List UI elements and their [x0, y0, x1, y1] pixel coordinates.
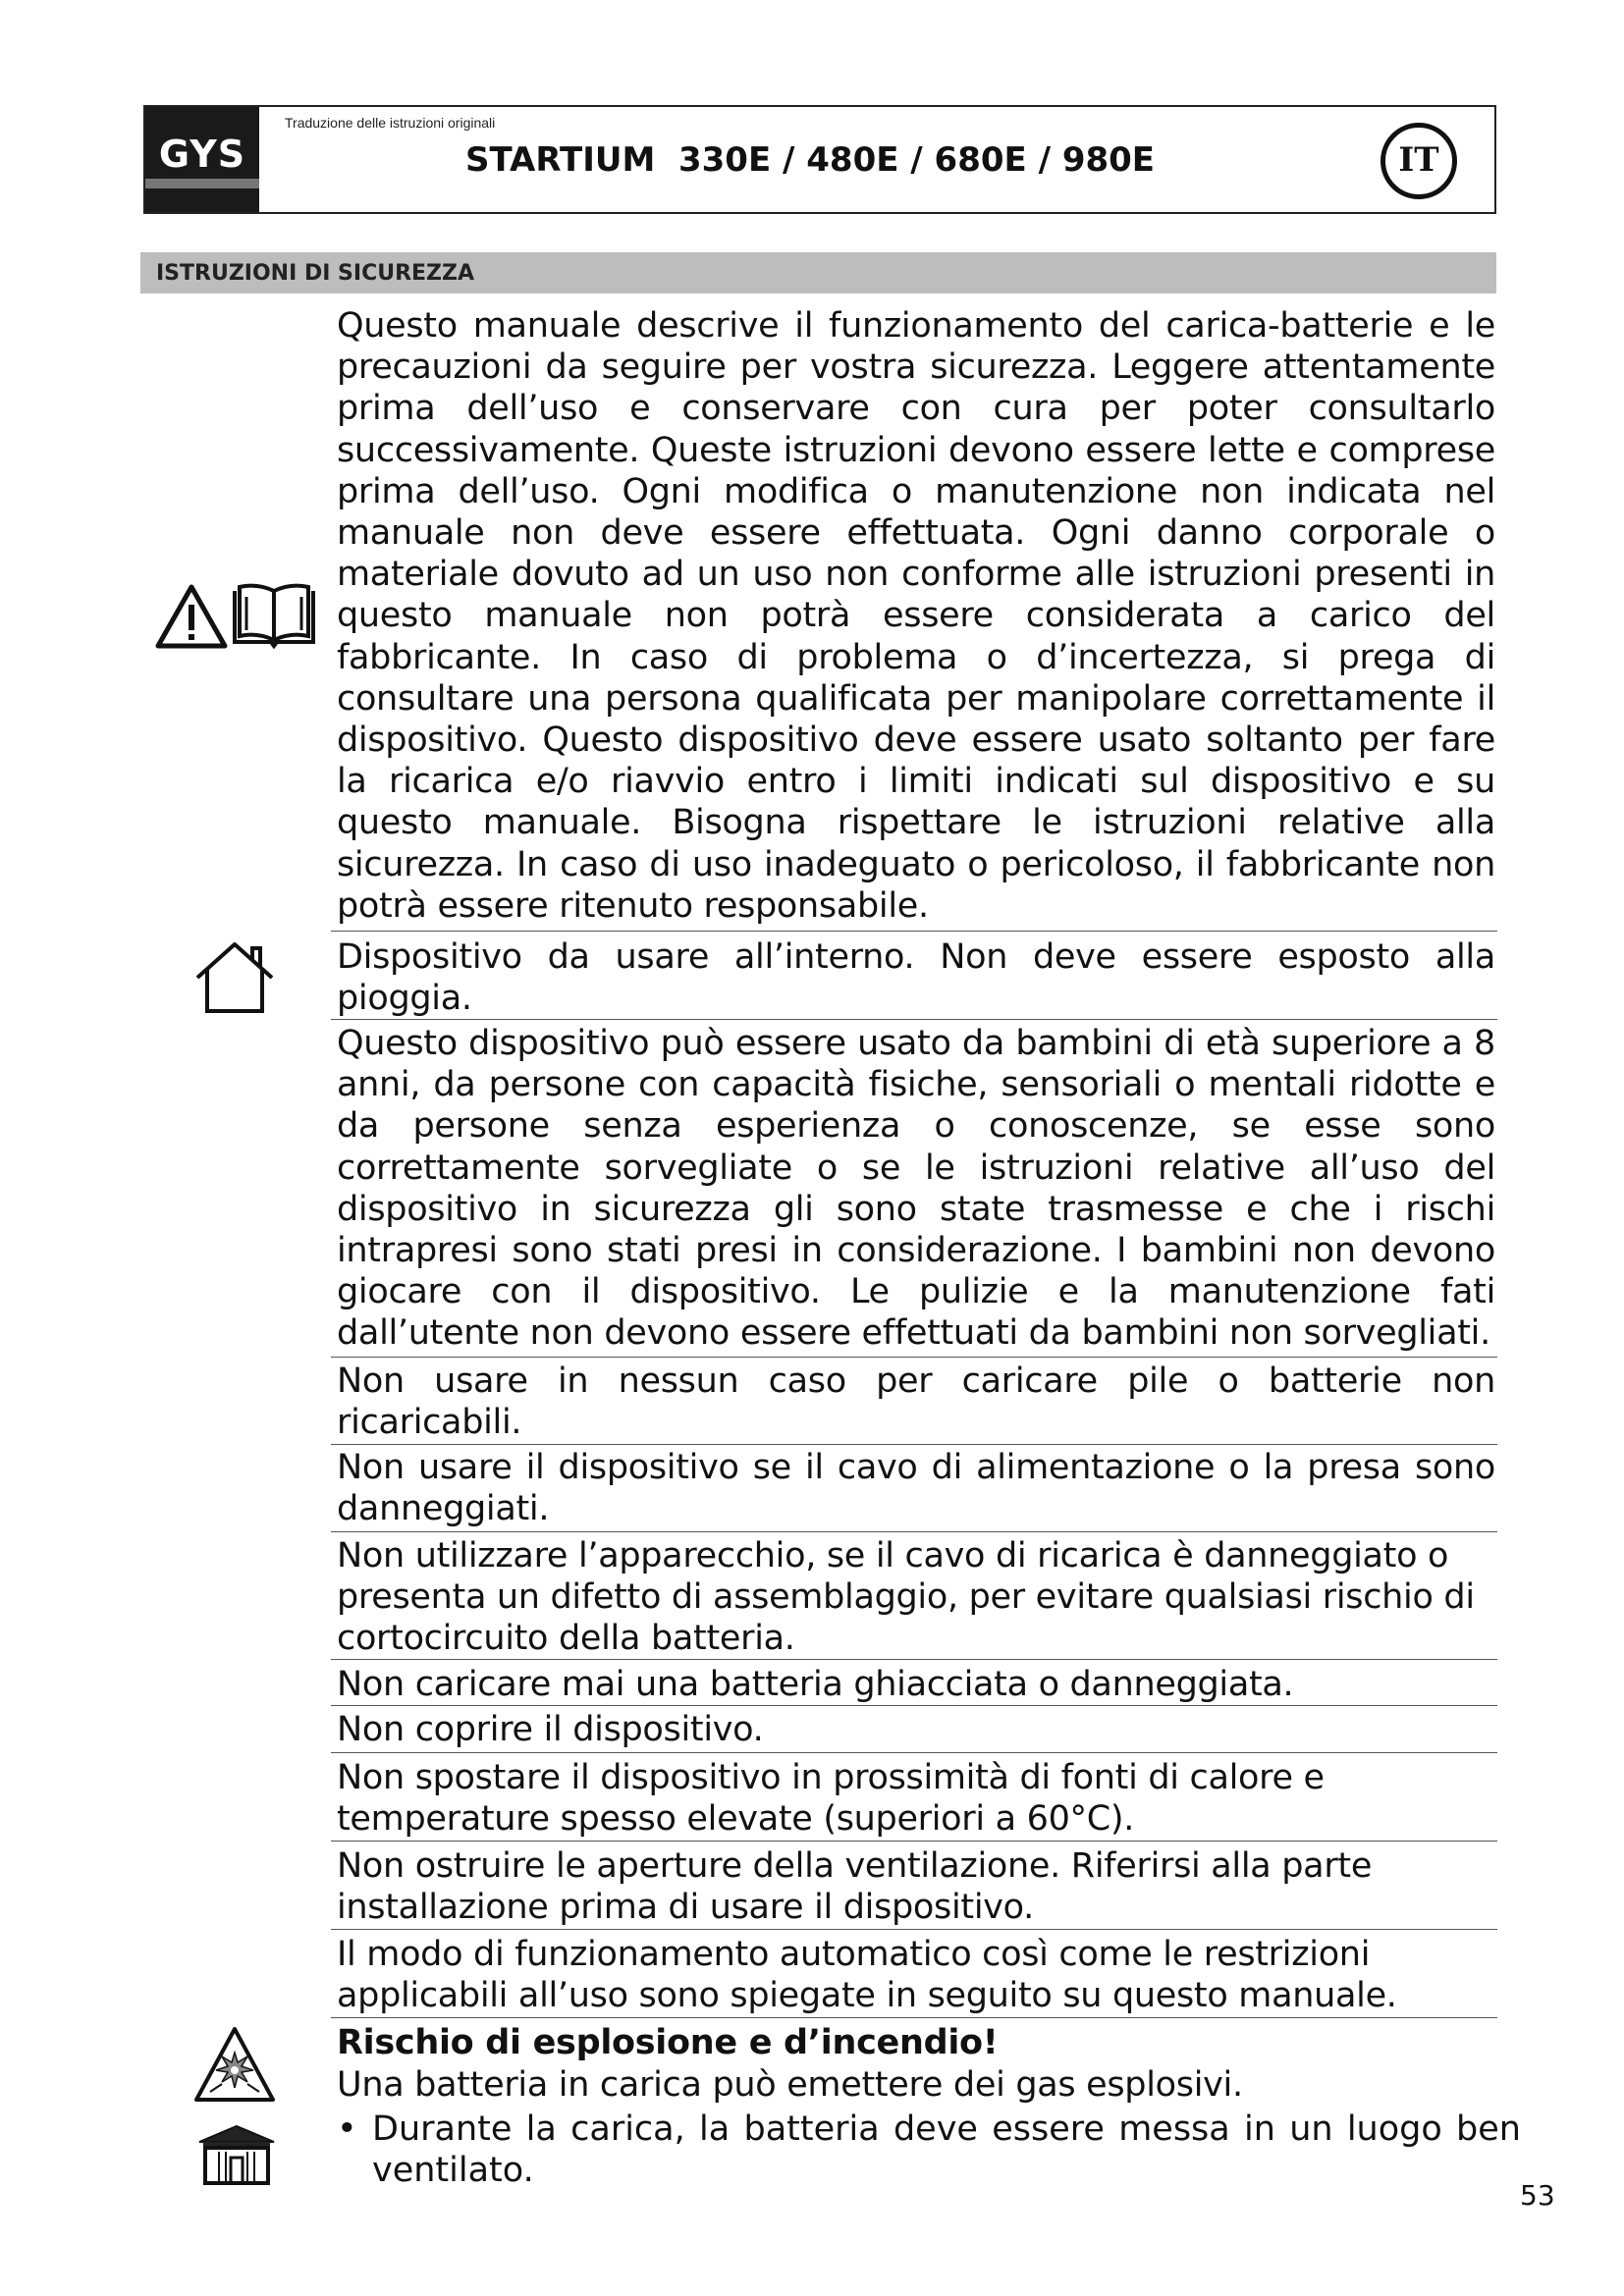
ventilated-room-icon	[195, 2122, 278, 2187]
divider	[331, 1659, 1497, 1660]
heat-sources-paragraph: Non spostare il dispositivo in prossimità di fonti di calore e temperature spesso elevate (superiori a 60°C).	[337, 1758, 1325, 1840]
non-rechargeable-paragraph: Non usare in nessun caso per caricare pile o batterie non ricaricabili.	[337, 1362, 1495, 1443]
divider	[331, 1444, 1497, 1445]
divider	[331, 1531, 1497, 1532]
frozen-battery-paragraph: Non caricare mai una batteria ghiacciata o danneggiata.	[337, 1665, 1294, 1704]
gys-logo	[145, 107, 259, 212]
bullet-symbol: •	[337, 2109, 357, 2149]
section-bar	[140, 252, 1496, 294]
bullet-text: Durante la carica, la batteria deve essere messa in un luogo ben ventilato.	[372, 2109, 1521, 2191]
logo-text: GYS	[158, 133, 246, 176]
indoor-house-icon	[193, 940, 276, 1015]
section-title: ISTRUZIONI DI SICUREZZA	[156, 261, 474, 286]
product-title: STARTIUM 330E / 480E / 680E / 980E	[465, 140, 1156, 180]
charging-cable-paragraph: Non utilizzare l’apparecchio, se il cavo di ricarica è danneggiato o presenta un difetto di assemblaggio, per evitare qualsiasi rischio di cortocircuito della batteria.	[337, 1536, 1475, 1659]
logo-band	[145, 179, 259, 188]
explosion-text: Una batteria in carica può emettere dei gas esplosivi.	[337, 2065, 1243, 2105]
children-paragraph: Questo dispositivo può essere usato da bambini di età superiore a 8 anni, da persone con capacità fisiche, sensoriali o mentali ridotte e da persone senza esperienza o conoscenze, se esse sono correttamente sorvegliate o se le istruzioni relative all’uso del dispositivo in sicurezza gli sono state trasmesse e che i rischi intrapresi sono stati presi in considerazione. I bambini non devono giocare con il dispositivo. Le pulizie e la manutenzione fati dall’utente non devono essere effettuati da bambini non sorvegliati.	[337, 1024, 1495, 1354]
do-not-cover-paragraph: Non coprire il dispositivo.	[337, 1710, 764, 1749]
divider	[331, 1841, 1497, 1842]
damaged-cable-paragraph: Non usare il dispositivo se il cavo di alimentazione o la presa sono danneggiati.	[337, 1448, 1495, 1529]
explosion-heading: Rischio di esplosione e d’incendio!	[337, 2023, 999, 2062]
explosion-warning-icon	[192, 2025, 277, 2104]
page-number: 53	[1520, 2179, 1555, 2212]
divider	[331, 1752, 1497, 1753]
divider	[331, 1357, 1497, 1358]
header-subtitle: Traduzione delle istruzioni originali	[285, 115, 496, 131]
automatic-mode-paragraph: Il modo di funzionamento automatico così come le restrizioni applicabili all’uso sono spiegate in seguito su questo manuale.	[337, 1935, 1397, 2016]
divider	[331, 1705, 1497, 1706]
ventilation-paragraph: Non ostruire le aperture della ventilazione. Riferirsi alla parte installazione prima di usare il dispositivo.	[337, 1846, 1373, 1928]
divider	[331, 2017, 1497, 2018]
divider	[331, 931, 1497, 932]
intro-paragraph: Questo manuale descrive il funzionamento del carica-batterie e le precauzioni da seguire per vostra sicurezza. Leggere attentamente prima dell’uso e conservare con cura per poter consultarlo successivamente. Queste istruzioni devono essere lette e comprese prima dell’uso. Ogni modifica o manutenzione non indicata nel manuale non deve essere effettuata. Ogni danno corporale o materiale dovuto ad un uso non conforme alle istruzioni presenti in questo manuale non potrà essere considerata a carico del fabbricante. In caso di problema o d’incertezza, si prega di consultare una persona qualificata per manipolare correttamente il dispositivo. Questo dispositivo deve essere usato soltanto per fare la ricarica e/o riavvio entro i limiti indicati sul dispositivo e su questo manuale. Bisogna rispettare le istruzioni relative alla sicurezza. In caso di uso inadeguato o pericoloso, il fabbricante non potrà essere ritenuto responsabile.	[337, 306, 1495, 926]
indoor-use-paragraph: Dispositivo da usare all’interno. Non deve essere esposto alla pioggia.	[337, 937, 1495, 1019]
manual-book-icon	[230, 583, 318, 650]
divider	[331, 1929, 1497, 1930]
language-badge: IT	[1380, 123, 1457, 199]
document-header	[143, 105, 1496, 214]
divider	[331, 1019, 1497, 1020]
warning-triangle-icon	[155, 583, 228, 650]
